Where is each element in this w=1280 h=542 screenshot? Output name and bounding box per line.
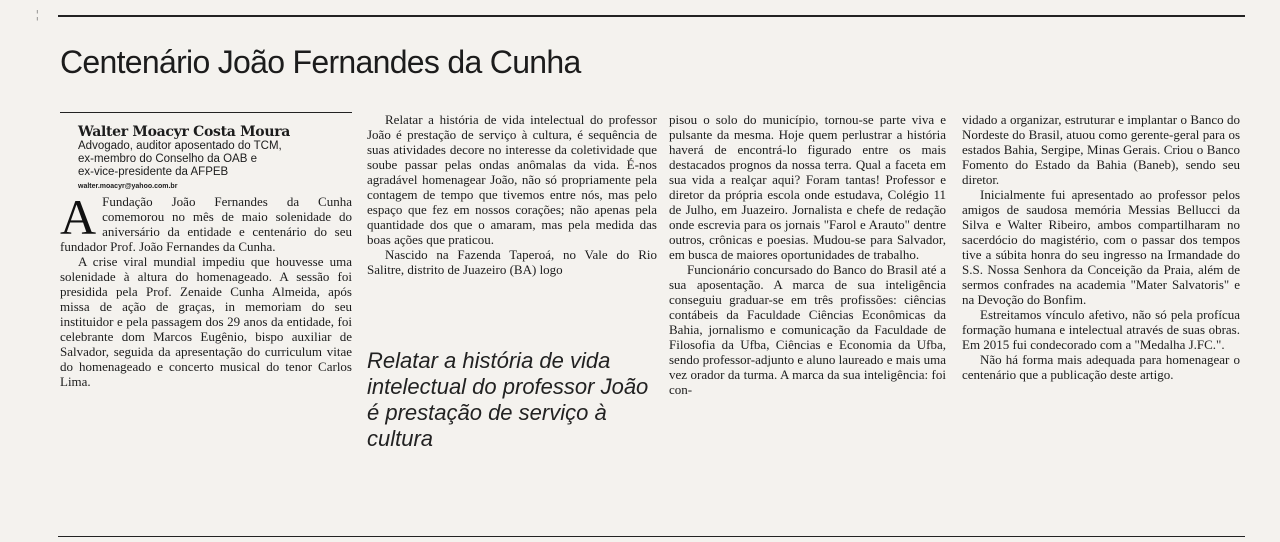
author-bio-line: ex-membro do Conselho da OAB e: [78, 153, 257, 165]
top-rule: [58, 15, 1245, 17]
author-bio-line: ex-vice-presidente da AFPEB: [78, 166, 229, 178]
headline: Centenário João Fernandes da Cunha: [60, 44, 581, 80]
author-bio-line: Advogado, auditor aposentado do TCM,: [78, 140, 282, 152]
body-paragraph: vidado a organizar, estruturar e implantar o Banco do Nordeste do Brasil, atuou como gerente-geral para os estados Bahia, Sergipe, Minas Gerais. Criou o Banco Fomento do Estado da Bahia (Baneb), sendo seu diretor.: [962, 112, 1240, 187]
column-3: [669, 112, 946, 397]
body-paragraph: A crise viral mundial impediu que houvesse uma solenidade à altura do homenageado. A sessão foi presidida pela Prof. Zenaide Cunha Almeida, após missa de ação de graças, in memoriam do seu instituidor e pela passagem dos 29 anos da entidade, foi celebrante dom Marcos Eugênio, bispo auxiliar de Salvador, seguida da apresentação do curriculum vitae do homenageado e concerto musical do tenor Carlos Lima.: [60, 254, 352, 389]
pull-quote: Relatar a história de vida intelectual do professor João é prestação de serviço à cultura: [367, 348, 649, 451]
byline-rule: [60, 112, 352, 113]
author-email: walter.moacyr@yahoo.com.br: [78, 183, 178, 190]
body-paragraph: pisou o solo do município, tornou-se parte viva e pulsante da mesma. Hoje quem perlustrar a história haverá de encontrá-lo figurado entre os mais destacados prognos da nossa terra. Qual a faceta em sua vida a realçar aqui? Foram tantas! Professor e diretor da própria escola onde estudava, Colégio 11 de Julho, em Juazeiro. Jornalista e chefe de redação onde escrevia para os jornais "Farol e Arauto" dentre outros, crônicas e poesias. Mudou-se para Salvador, em busca de maiores oportunidades de trabalho.: [669, 112, 946, 262]
corner-tick-mark: ¦: [36, 7, 39, 21]
column-2: [367, 112, 657, 277]
body-paragraph: Estreitamos vínculo afetivo, não só pela profícua formação humana e intelectual através de suas obras. Em 2015 fui condecorado com a "Medalha J.FC.".: [962, 307, 1240, 352]
column-1: [60, 112, 352, 389]
body-paragraph: Funcionário concursado do Banco do Brasil até a sua aposentação. A marca de sua inteligência conseguiu graduar-se em três profissões: ciências contábeis da Faculdade Ciências Econômicas da Bahia, jornalismo e comunicação da Faculdade de Filosofia da Ufba, Ciências e Economia da Ufba, sendo professor-adjunto e aluno laureado e mais uma vez orador da turma. A marca da sua inteligência: foi con-: [669, 262, 946, 397]
bottom-rule: [58, 536, 1245, 537]
dropcap: A: [60, 189, 97, 245]
author-name: Walter Moacyr Costa Moura: [78, 124, 291, 140]
column-4: [962, 112, 1240, 382]
body-paragraph: Inicialmente fui apresentado ao professor pelos amigos de saudosa memória Messias Bellucci da Silva e Walter Ribeiro, ambos compartilharam no sacerdócio do magistério, com o passar dos tempos tive a súbita honra do seu ingresso na Irmandade do S.S. Nossa Senhora da Conceição da Praia, além de sermos confrades na academia "Mater Salvatoris" e na Devoção do Bonfim.: [962, 187, 1240, 307]
body-paragraph: Nascido na Fazenda Taperoá, no Vale do Rio Salitre, distrito de Juazeiro (BA) logo: [367, 247, 657, 277]
body-paragraph: [60, 189, 352, 254]
body-paragraph: Não há forma mais adequada para homenagear o centenário que a publicação deste artigo.: [962, 352, 1240, 382]
paragraph-text: Fundação João Fernandes da Cunha comemorou no mês de maio solenidade do aniversário da entidade e centenário do seu fundador Prof. João Fernandes da Cunha.: [60, 194, 352, 254]
body-paragraph: Relatar a história de vida intelectual do professor João é prestação de serviço à cultura, é sequência de suas atividades decore no interesse da coletividade que soube passar pelas ondas anômalas da vida. É-nos agradável homenagear João, não só propriamente pela contagem de tempo que tivemos entre nós, mas pelo espaço que fez em nossos corações; não apenas pela quantidade dos que o amaram, mas pela medida das boas ações que praticou.: [367, 112, 657, 247]
